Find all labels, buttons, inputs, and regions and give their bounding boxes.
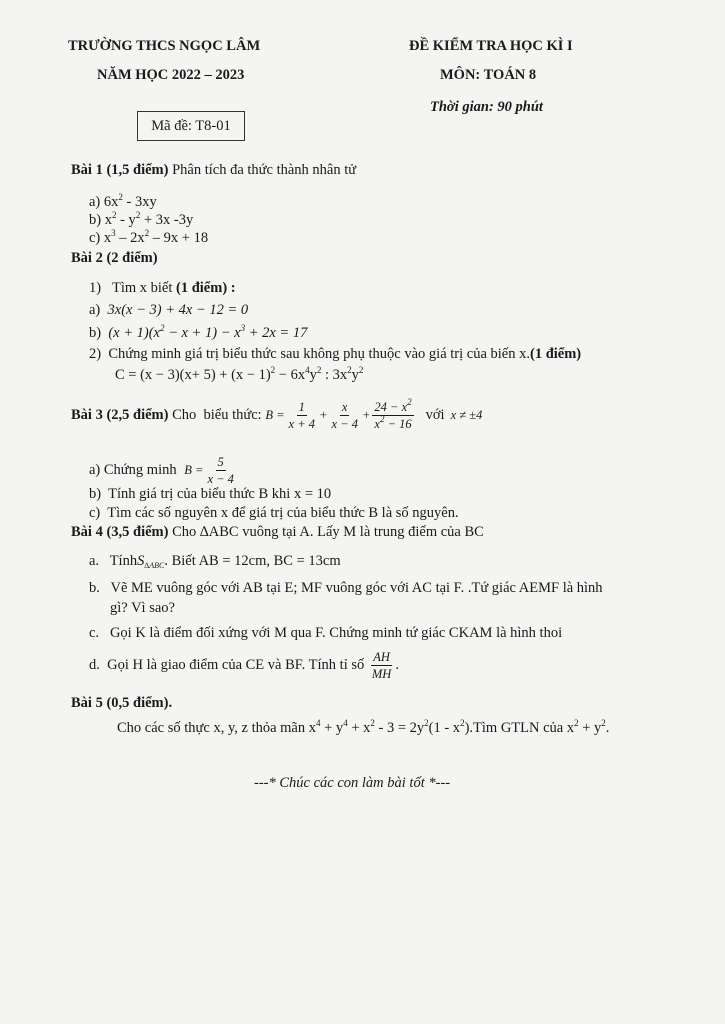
bai3-frac-3: $\frac{24 - x^2}{x^2 - 16}$ <box>374 397 412 431</box>
bai3-c-label: c) <box>89 505 101 521</box>
bai2-part2 <box>89 346 581 363</box>
bai3-c-text: Tìm các số nguyên x để giá trị của biểu thức B là số nguyên. <box>107 505 459 521</box>
exam-code-box <box>137 111 245 141</box>
bai2-part1 <box>89 280 236 297</box>
bai4-title: Bài 4 (3,5 điểm) <box>71 524 169 540</box>
bai1-item-c: c) $x^3 - 2x^2 - 9x + 18$ <box>89 228 209 246</box>
footer-wish: ---* Chúc các con làm bài tốt *--- <box>254 775 451 791</box>
bai4-d-text: Gọi H là giao điểm của CE và BF. Tính tỉ số <box>107 657 368 673</box>
bai3-b-text: Tính giá trị của biểu thức B khi x = 10 <box>108 486 332 502</box>
bai1-heading <box>71 162 356 179</box>
bai3-frac-2: $\frac{x}{x - 4}$ <box>331 400 358 431</box>
bai1-c-label: c) <box>89 230 101 246</box>
bai4-b-label: b. <box>89 580 100 596</box>
bai2-p1-text: Tìm x biết <box>111 280 177 296</box>
bai1-a-label: a) <box>89 194 101 210</box>
bai3-item-b <box>89 486 331 503</box>
bai4-item-a: a. TínhS$_{\Delta ABC}$. Biết AB = 12cm, BC = 13cm <box>89 553 341 570</box>
bai2-item-b: b) $(x + 1)(x^2 - x + 1) - x^3 + 2x = 17$ <box>89 323 308 341</box>
bai2-title: Bài 2 (2 điểm) <box>71 250 158 266</box>
bai3-b-label: b) <box>89 486 102 502</box>
bai2-p1-label: 1) <box>89 280 102 296</box>
bai5-text-mid: .Tìm GTLN của <box>469 720 567 736</box>
bai2-p1-points: (1 điểm) : <box>176 280 236 296</box>
bai1-b-label: b) <box>89 212 102 228</box>
exam-code: Mã đề: T8-01 <box>151 118 231 134</box>
bai4-item-c <box>89 625 562 642</box>
bai2-item-a: a) 3x(x − 3) + 4x − 12 = 0 <box>89 302 249 318</box>
bai3-item-c <box>89 505 459 522</box>
subject: MÔN: TOÁN 8 <box>440 67 537 83</box>
bai1-title: Bài 1 (1,5 điểm) <box>71 162 169 178</box>
bai4-d-label: d. <box>89 657 100 673</box>
bai3-intro: Cho biểu thức: <box>168 407 266 423</box>
bai4-b-text-1: Vẽ ME vuông góc với AB tại E; MF vuông góc với AC tại F. .Tứ giác AEMF là hình <box>110 580 603 596</box>
bai2-expression-c: $C = (x - 3)(x+ 5) + (x - 1)^2 - 6x^4y^2$ : $3x^2y^2$ <box>115 365 364 383</box>
bai4-b-text-2: gì? Vì sao? <box>110 600 175 616</box>
exam-time: Thời gian: 90 phút <box>430 99 543 115</box>
bai4-heading <box>71 524 484 541</box>
bai4-intro: Cho ∆ABC vuông tại A. Lấy M là trung điểm của BC <box>168 524 484 540</box>
bai4-d-frac: $\frac{AH}{MH}$ <box>371 650 392 681</box>
bai4-item-d: d. Gọi H là giao điểm của CE và BF. Tính tỉ số $\frac{AH}{MH}$ . <box>89 650 399 681</box>
bai5-title: Bài 5 (0,5 điểm). <box>71 695 173 711</box>
bai3-title: Bài 3 (2,5 điểm) <box>71 407 169 423</box>
bai3-cond-word: với <box>425 407 445 423</box>
bai1-item-b: b) $x^2 - y^2 + 3x$ -3y <box>89 210 194 228</box>
bai5-text-pre: Cho các số thực x, y, z thỏa mãn <box>117 720 309 736</box>
bai3-heading: Bài 3 (2,5 điểm) Cho biểu thức: B = $\frac{1}{x + 4}$ + $\frac{x}{x - 4}$ + $\frac{24 - x^2}{x^2 - 16}$ với x ≠ ±4 <box>71 397 483 431</box>
bai5-text: Cho các số thực x, y, z thỏa mãn $x^4 + y^4 + x^2 - 3 = 2y^2(1$ - $x^2).Tìm$ GTLN của $x^2 + y^2$. <box>117 718 610 736</box>
bai3-a-label: a) <box>89 462 101 478</box>
bai3-formula: B = <box>265 408 285 422</box>
bai4-item-b <box>89 580 603 597</box>
school-name: TRƯỜNG THCS NGỌC LÂM <box>68 38 261 54</box>
bai4-a-label: a. <box>89 553 100 569</box>
bai1-item-a: a) $6x^2 - 3xy$ <box>89 192 157 210</box>
bai4-c-label: c. <box>89 625 100 641</box>
bai4-c-text: Gọi K là điểm đối xứng với M qua F. Chứng minh tứ giác CKAM là hình thoi <box>109 625 563 641</box>
exam-title: ĐỀ KIỂM TRA HỌC KÌ I <box>409 38 573 54</box>
bai4-a-post: . Biết AB = 12cm, BC = 13cm <box>164 553 341 569</box>
bai2-p2-points: (1 điểm) <box>529 346 582 362</box>
bai2-a-label: a) <box>89 302 101 318</box>
bai2-p2-label: 2) <box>89 346 102 362</box>
school-year: NĂM HỌC 2022 – 2023 <box>97 67 245 83</box>
bai4-a-pre: Tính <box>109 553 138 569</box>
bai3-item-a: a) Chứng minh B = $\frac{5}{x - 4}$ <box>89 455 234 486</box>
bai2-b-label: b) <box>89 325 102 341</box>
bai3-a-text: Chứng minh <box>103 462 181 478</box>
bai2-p2-text: Chứng minh giá trị biểu thức sau không phụ thuộc vào giá trị của biến x. <box>108 346 530 362</box>
bai3-frac-1: $\frac{1}{x + 4}$ <box>288 400 316 431</box>
bai3-a-frac: $\frac{5}{x - 4}$ <box>207 455 234 486</box>
bai1-intro: Phân tích đa thức thành nhân tử <box>168 162 357 178</box>
